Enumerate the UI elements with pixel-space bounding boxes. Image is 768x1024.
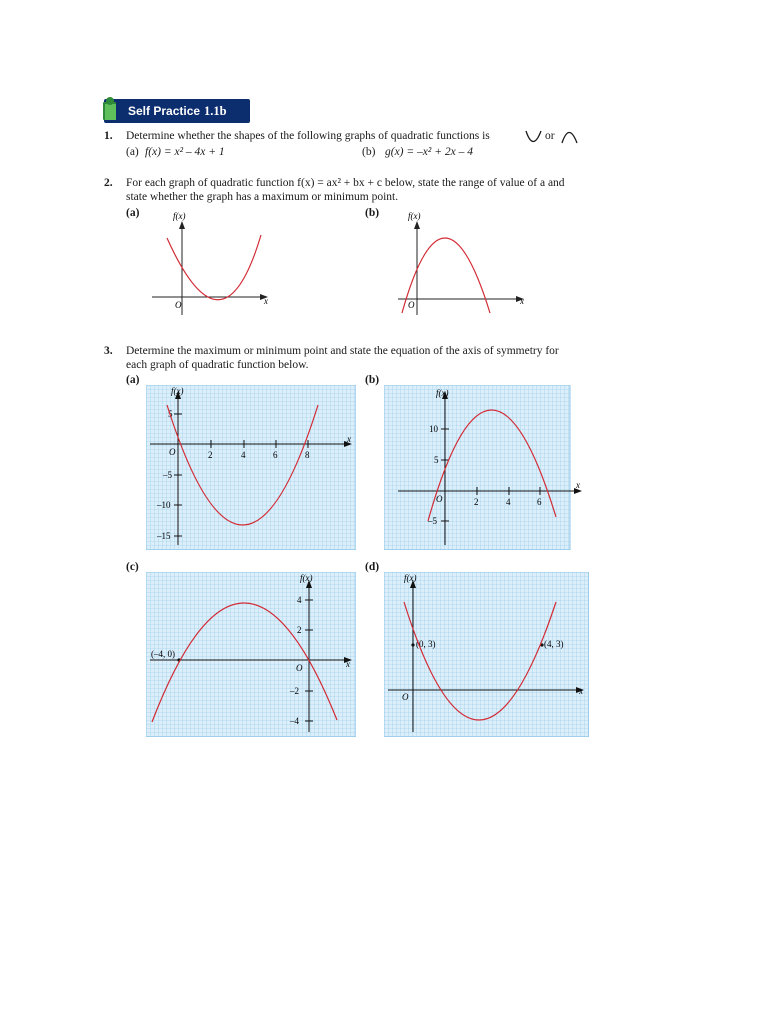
q2-line2: state whether the graph has a maximum or minimum point. [126, 191, 399, 203]
n-shape-icon [560, 130, 580, 144]
q3b-x-label: x [576, 480, 580, 490]
q3b-ytick: 10 [429, 424, 438, 434]
q3a-ytick: –15 [157, 531, 171, 541]
q3d-x-label: x [579, 686, 583, 696]
q2b-x-label: x [520, 296, 524, 306]
section-banner [104, 99, 250, 123]
q1-number: 1. [104, 130, 113, 142]
q3b-xtick: 6 [537, 497, 542, 507]
q1a-label: (a) [126, 146, 139, 158]
u-shape-icon [524, 130, 544, 144]
q3c-x-label: x [346, 659, 350, 669]
q3d-label: (d) [365, 561, 380, 573]
q3d-point1-label: (0, 3) [416, 639, 436, 649]
q3a-ytick: –5 [163, 470, 172, 480]
q3d-graph [384, 572, 589, 737]
q3d-point2-label: (4, 3) [544, 639, 564, 649]
q2a-origin: O [175, 300, 182, 310]
q3b-xtick: 2 [474, 497, 479, 507]
q3a-fx-label: f(x) [171, 386, 184, 396]
q3d-fx-label: f(x) [404, 573, 417, 583]
q3b-graph [384, 385, 584, 550]
q3c-ytick: –4 [290, 716, 299, 726]
q1-text: Determine whether the shapes of the following graphs of quadratic functions is [126, 130, 490, 142]
q2-number: 2. [104, 177, 113, 189]
q3a-xtick: 8 [305, 450, 310, 460]
q3a-xtick: 4 [241, 450, 246, 460]
q3a-xtick: 6 [273, 450, 278, 460]
q3a-graph [146, 385, 356, 550]
q2a-fx-label: f(x) [173, 211, 186, 221]
q3c-origin: O [296, 663, 303, 673]
q2a-x-label: x [264, 296, 268, 306]
q3c-fx-label: f(x) [300, 573, 313, 583]
book-icon [100, 96, 122, 124]
q3a-xtick: 2 [208, 450, 213, 460]
q2-line1: For each graph of quadratic function f(x) = ax² + bx + c below, state the range of value of a and [126, 177, 565, 189]
q3c-ytick: 2 [297, 625, 302, 635]
q3b-label: (b) [365, 374, 380, 386]
q3a-ytick: 5 [168, 409, 173, 419]
q3b-xtick: 4 [506, 497, 511, 507]
q3b-ytick: –5 [428, 516, 437, 526]
q2a-curve [167, 235, 261, 300]
q1a-expr: f(x) = x² – 4x + 1 [145, 146, 225, 158]
q2b-curve [402, 238, 490, 313]
q3b-ytick: 5 [434, 455, 439, 465]
q3c-ytick: 4 [297, 595, 302, 605]
q3a-label: (a) [126, 374, 140, 386]
q2b-graph [390, 205, 530, 320]
q2b-label: (b) [365, 207, 380, 219]
q3c-point-label: (–4, 0) [151, 649, 175, 659]
q3-line1: Determine the maximum or minimum point and state the equation of the axis of symmetry for [126, 345, 559, 357]
q1b-expr: g(x) = –x² + 2x – 4 [385, 146, 473, 158]
q3c-label: (c) [126, 561, 139, 573]
q3c-ytick: –2 [290, 686, 299, 696]
q3a-x-label: x [347, 434, 351, 444]
q3a-origin: O [169, 447, 176, 457]
q3b-origin: O [436, 494, 443, 504]
q3-line2: each graph of quadratic function below. [126, 359, 309, 371]
q2b-origin: O [408, 300, 415, 310]
banner-title: Self Practice [128, 104, 201, 118]
q1-or: or [545, 130, 555, 142]
q2a-label: (a) [126, 207, 140, 219]
q3c-graph [146, 572, 356, 737]
q2a-graph [140, 205, 280, 320]
q2b-fx-label: f(x) [408, 211, 421, 221]
q3b-fx-label: f(x) [436, 388, 449, 398]
q3d-origin: O [402, 692, 409, 702]
q3a-ytick: –10 [157, 500, 171, 510]
q1b-label: (b) [362, 146, 376, 158]
banner-number: 1.1b [204, 104, 227, 118]
q3-number: 3. [104, 345, 113, 357]
